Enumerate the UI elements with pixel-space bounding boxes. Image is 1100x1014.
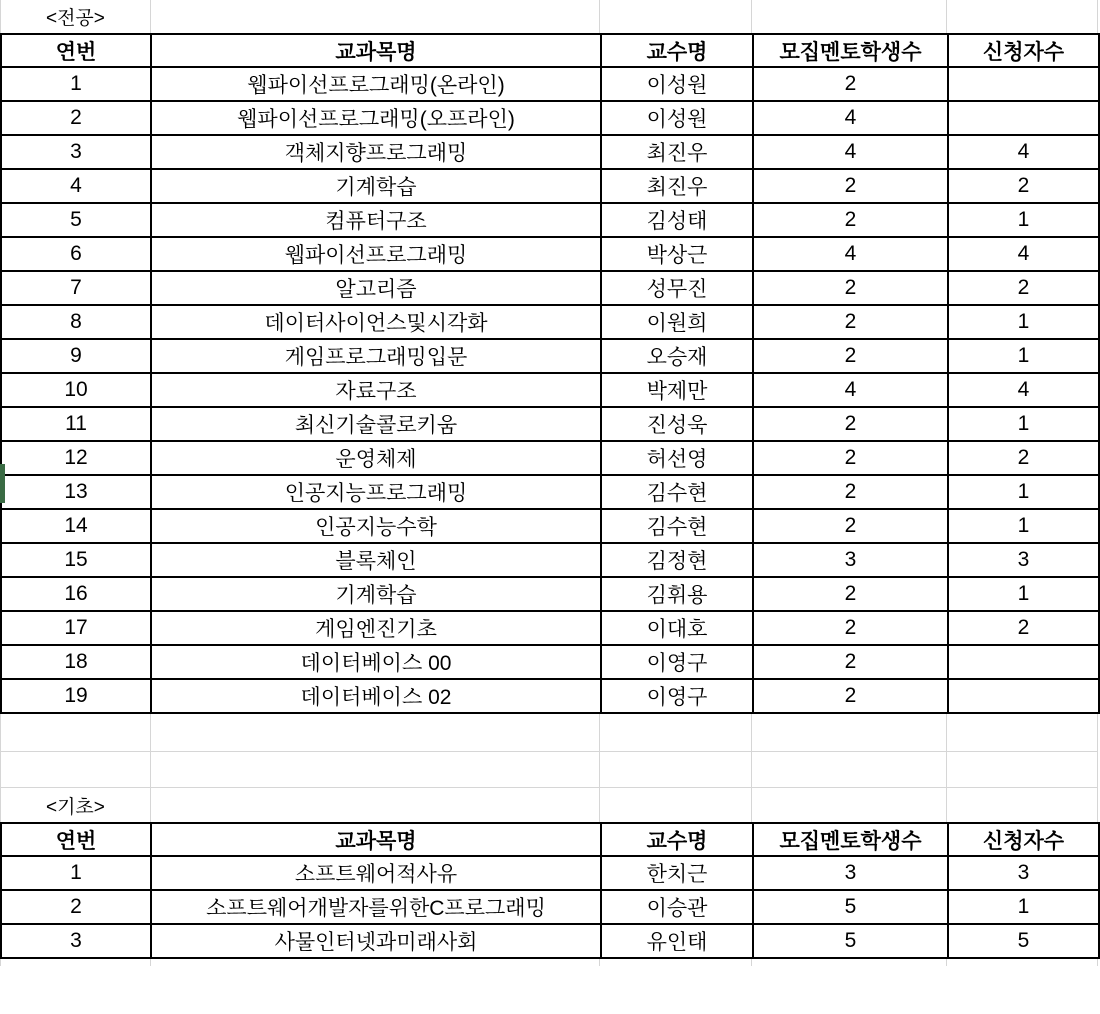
table-row — [1, 856, 1099, 890]
cell[interactable]: 이영구 — [601, 679, 753, 713]
table-row — [1, 543, 1099, 577]
empty-cell[interactable] — [752, 752, 947, 787]
cell[interactable]: 최신기술콜로키움 — [151, 407, 601, 441]
empty-cell[interactable] — [600, 0, 752, 33]
cell[interactable]: 객체지향프로그래밍 — [151, 135, 601, 169]
cell[interactable]: 8 — [1, 305, 151, 339]
cell[interactable]: 김수현 — [601, 475, 753, 509]
cell[interactable]: 4 — [948, 135, 1099, 169]
cell[interactable]: 2 — [753, 509, 948, 543]
cell[interactable]: 7 — [1, 271, 151, 305]
column-header-seq[interactable]: 연번 — [1, 823, 151, 856]
section-label-row-basic — [0, 788, 1098, 822]
cell[interactable]: 2 — [948, 271, 1099, 305]
cell[interactable]: 2 — [948, 169, 1099, 203]
cell[interactable]: 이영구 — [601, 645, 753, 679]
cell[interactable]: 2 — [753, 203, 948, 237]
empty-row — [0, 959, 1098, 966]
cell[interactable]: 4 — [753, 135, 948, 169]
cell[interactable]: 3 — [1, 135, 151, 169]
cell[interactable]: 4 — [948, 373, 1099, 407]
empty-row — [0, 752, 1098, 788]
cell[interactable]: 2 — [753, 611, 948, 645]
cell[interactable]: 한치근 — [601, 856, 753, 890]
table-row — [1, 67, 1099, 101]
cell[interactable]: 2 — [948, 441, 1099, 475]
empty-cell[interactable] — [600, 752, 752, 787]
cell[interactable]: 블록체인 — [151, 543, 601, 577]
empty-cell[interactable] — [151, 0, 601, 33]
cell[interactable]: 박상근 — [601, 237, 753, 271]
cell[interactable]: 12 — [1, 441, 151, 475]
empty-cell[interactable] — [752, 714, 947, 751]
cell[interactable]: 인공지능수학 — [151, 509, 601, 543]
section-label-row-major — [0, 0, 1098, 33]
column-header-applicants[interactable]: 신청자수 — [948, 823, 1099, 856]
cell[interactable]: 4 — [753, 237, 948, 271]
empty-cell[interactable] — [151, 959, 601, 966]
cell[interactable]: 2 — [753, 441, 948, 475]
cell[interactable]: 운영체제 — [151, 441, 601, 475]
cell[interactable]: 2 — [1, 101, 151, 135]
empty-cell[interactable] — [1, 714, 151, 751]
cell[interactable]: 1 — [948, 203, 1099, 237]
cell[interactable]: 자료구조 — [151, 373, 601, 407]
cell[interactable]: 알고리즘 — [151, 271, 601, 305]
cell[interactable]: 17 — [1, 611, 151, 645]
cell[interactable]: 2 — [753, 67, 948, 101]
cell[interactable]: 웹파이선프로그래밍(온라인) — [151, 67, 601, 101]
empty-cell[interactable] — [752, 959, 947, 966]
cell[interactable] — [948, 679, 1099, 713]
table-row — [1, 509, 1099, 543]
cell[interactable]: 1 — [948, 509, 1099, 543]
cell[interactable]: 4 — [753, 373, 948, 407]
cell[interactable]: 1 — [948, 305, 1099, 339]
cell[interactable]: 소프트웨어적사유 — [151, 856, 601, 890]
cell[interactable]: 이원희 — [601, 305, 753, 339]
table-row — [1, 577, 1099, 611]
cell[interactable]: 6 — [1, 237, 151, 271]
cell[interactable]: 2 — [753, 169, 948, 203]
cell[interactable]: 9 — [1, 339, 151, 373]
cell[interactable]: 허선영 — [601, 441, 753, 475]
cell[interactable]: 이성원 — [601, 67, 753, 101]
empty-cell[interactable] — [752, 0, 947, 33]
header-row — [1, 823, 1099, 856]
empty-cell[interactable] — [947, 0, 1098, 33]
column-header-professor[interactable]: 교수명 — [601, 823, 753, 856]
cell[interactable]: 이성원 — [601, 101, 753, 135]
major-course-table — [0, 33, 1100, 714]
table-row — [1, 271, 1099, 305]
cell[interactable]: 사물인터넷과미래사회 — [151, 924, 601, 958]
empty-cell[interactable] — [600, 714, 752, 751]
cell[interactable]: 이대호 — [601, 611, 753, 645]
cell[interactable]: 1 — [948, 890, 1099, 924]
cell[interactable]: 2 — [948, 611, 1099, 645]
column-header-capacity[interactable]: 모집멘토학생수 — [753, 823, 948, 856]
cell[interactable]: 기계학습 — [151, 169, 601, 203]
cell[interactable]: 1 — [948, 339, 1099, 373]
table-row — [1, 305, 1099, 339]
table-row — [1, 135, 1099, 169]
cell[interactable]: 데이터사이언스및시각화 — [151, 305, 601, 339]
cell[interactable]: 유인태 — [601, 924, 753, 958]
empty-row — [0, 714, 1098, 752]
cell[interactable]: 성무진 — [601, 271, 753, 305]
empty-cell[interactable] — [947, 714, 1098, 751]
cell[interactable]: 1 — [948, 475, 1099, 509]
section-label-major: <전공> — [45, 8, 105, 29]
cell[interactable]: 이승관 — [601, 890, 753, 924]
column-header-applicants[interactable]: 신청자수 — [948, 34, 1099, 67]
cell[interactable]: 3 — [948, 856, 1099, 890]
cell[interactable]: 인공지능프로그래밍 — [151, 475, 601, 509]
basic-course-table — [0, 822, 1100, 959]
cell[interactable]: 2 — [753, 475, 948, 509]
empty-cell[interactable] — [151, 752, 601, 787]
cell[interactable]: 4 — [1, 169, 151, 203]
cell[interactable]: 2 — [1, 890, 151, 924]
cell[interactable]: 최진우 — [601, 169, 753, 203]
cell[interactable]: 2 — [753, 645, 948, 679]
cell[interactable]: 웹파이선프로그래밍(오프라인) — [151, 101, 601, 135]
cell[interactable]: 16 — [1, 577, 151, 611]
cell[interactable]: 기계학습 — [151, 577, 601, 611]
cell[interactable]: 데이터베이스 00 — [151, 645, 601, 679]
cell[interactable]: 10 — [1, 373, 151, 407]
cell[interactable]: 5 — [1, 203, 151, 237]
cell[interactable]: 5 — [753, 924, 948, 958]
empty-cell[interactable] — [1, 752, 151, 787]
cell[interactable] — [948, 645, 1099, 679]
cell[interactable]: 1 — [1, 67, 151, 101]
empty-cell[interactable] — [947, 788, 1098, 822]
cell[interactable]: 김휘용 — [601, 577, 753, 611]
column-header-professor[interactable]: 교수명 — [601, 34, 753, 67]
cell[interactable]: 데이터베이스 02 — [151, 679, 601, 713]
cell[interactable]: 3 — [948, 543, 1099, 577]
header-row — [1, 34, 1099, 67]
cell[interactable]: 11 — [1, 407, 151, 441]
empty-cell[interactable] — [947, 752, 1098, 787]
table-row — [1, 101, 1099, 135]
empty-cell[interactable] — [600, 959, 752, 966]
cell[interactable]: 컴퓨터구조 — [151, 203, 601, 237]
cell[interactable]: 1 — [948, 407, 1099, 441]
cell[interactable]: 게임엔진기초 — [151, 611, 601, 645]
cell[interactable]: 1 — [1, 856, 151, 890]
cell[interactable] — [948, 67, 1099, 101]
cell[interactable]: 3 — [1, 924, 151, 958]
cell[interactable]: 게임프로그래밍입문 — [151, 339, 601, 373]
cell[interactable]: 2 — [753, 577, 948, 611]
cell[interactable]: 2 — [753, 339, 948, 373]
cell[interactable]: 4 — [753, 101, 948, 135]
table-row — [1, 890, 1099, 924]
cell[interactable]: 18 — [1, 645, 151, 679]
cell[interactable]: 김정현 — [601, 543, 753, 577]
empty-cell[interactable] — [947, 959, 1098, 966]
cell[interactable]: 4 — [948, 237, 1099, 271]
cell[interactable]: 2 — [753, 679, 948, 713]
empty-cell[interactable] — [1, 959, 151, 966]
table-row — [1, 339, 1099, 373]
section-label-cell-basic[interactable] — [1, 788, 151, 822]
cell[interactable]: 5 — [753, 890, 948, 924]
table-row — [1, 924, 1099, 958]
empty-cell[interactable] — [151, 714, 601, 751]
row-selection-marker — [0, 464, 5, 503]
cell[interactable]: 김수현 — [601, 509, 753, 543]
column-header-course[interactable]: 교과목명 — [151, 34, 601, 67]
table-row — [1, 373, 1099, 407]
cell[interactable] — [948, 101, 1099, 135]
cell[interactable]: 김성태 — [601, 203, 753, 237]
cell[interactable]: 소프트웨어개발자를위한C프로그래밍 — [151, 890, 601, 924]
cell[interactable]: 2 — [753, 305, 948, 339]
table-row — [1, 679, 1099, 713]
table-row — [1, 203, 1099, 237]
cell[interactable]: 최진우 — [601, 135, 753, 169]
table-row — [1, 237, 1099, 271]
table-row — [1, 441, 1099, 475]
cell[interactable]: 2 — [753, 271, 948, 305]
cell[interactable]: 웹파이선프로그래밍 — [151, 237, 601, 271]
column-header-capacity[interactable]: 모집멘토학생수 — [753, 34, 948, 67]
cell[interactable]: 오승재 — [601, 339, 753, 373]
column-header-course[interactable]: 교과목명 — [151, 823, 601, 856]
section-label-cell-major[interactable] — [1, 0, 151, 33]
table-row — [1, 645, 1099, 679]
cell[interactable]: 진성욱 — [601, 407, 753, 441]
cell[interactable]: 14 — [1, 509, 151, 543]
table-row — [1, 407, 1099, 441]
cell[interactable]: 15 — [1, 543, 151, 577]
table-row — [1, 475, 1099, 509]
cell[interactable]: 1 — [948, 577, 1099, 611]
table-row — [1, 611, 1099, 645]
cell[interactable]: 2 — [753, 407, 948, 441]
empty-cell[interactable] — [752, 788, 947, 822]
table-row — [1, 169, 1099, 203]
cell[interactable]: 3 — [753, 856, 948, 890]
empty-cell[interactable] — [151, 788, 601, 822]
cell[interactable]: 박제만 — [601, 373, 753, 407]
cell[interactable]: 19 — [1, 679, 151, 713]
cell[interactable]: 5 — [948, 924, 1099, 958]
column-header-seq[interactable]: 연번 — [1, 34, 151, 67]
section-label-basic: <기초> — [45, 796, 105, 818]
cell[interactable]: 13 — [1, 475, 151, 509]
empty-cell[interactable] — [600, 788, 752, 822]
cell[interactable]: 3 — [753, 543, 948, 577]
